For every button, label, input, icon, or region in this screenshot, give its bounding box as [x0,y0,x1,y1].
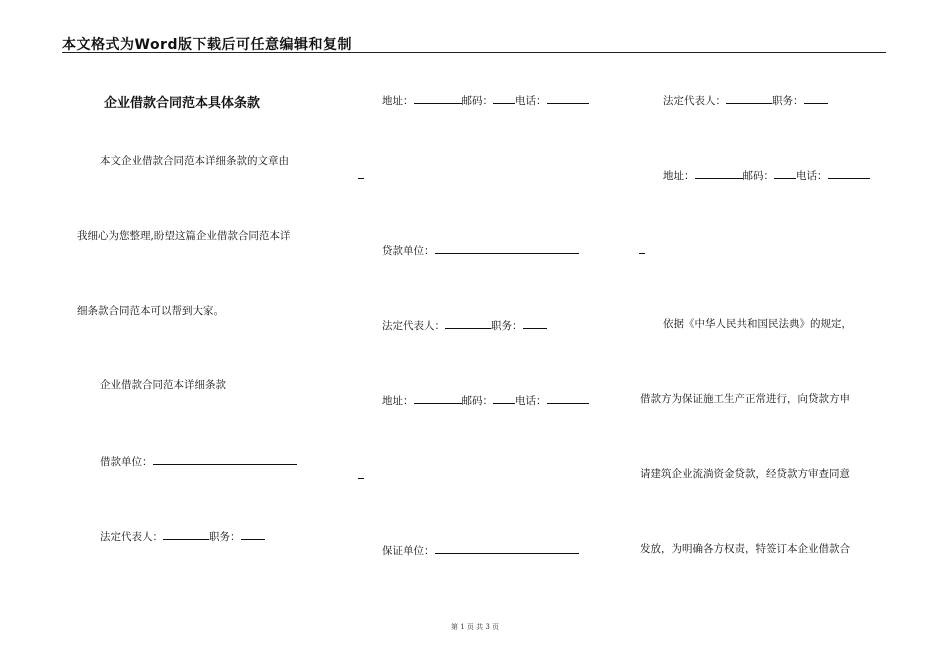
intro-line-3: 细条款合同范本可以帮到大家。 [77,305,224,317]
margin-mark [358,178,364,179]
address-label: 地址： [382,95,414,107]
address-blank[interactable] [695,167,743,179]
phone-label: 电话： [796,170,828,182]
position-label: 职务： [772,95,804,107]
body-paragraph-line-3: 请建筑企业流淌资金贷款，经贷款方审查同意 [640,468,850,480]
postcode-label: 邮码： [461,95,493,107]
position-blank[interactable] [523,317,547,329]
page-header-title: 本文格式为Word版下载后可任意编辑和复制 [62,37,352,53]
legal-rep-label: 法定代表人： [100,531,163,543]
lender-address-line [382,392,589,408]
postcode-blank[interactable] [774,167,796,179]
intro-line-1: 本文企业借款合同范本详细条款的文章由 [100,155,289,167]
lender-label: 贷款单位： [382,245,435,257]
guarantor-line [382,542,579,558]
phone-label: 电话： [515,95,547,107]
clauses-subtitle: 企业借款合同范本详细条款 [100,379,226,391]
lender-blank[interactable] [435,242,579,254]
header-rule [62,52,886,53]
position-label: 职务： [491,320,523,332]
position-blank[interactable] [804,92,828,104]
phone-blank[interactable] [547,392,589,404]
legal-rep-blank[interactable] [726,92,772,104]
address-blank[interactable] [414,392,462,404]
borrower-blank[interactable] [153,453,297,465]
address-label: 地址： [382,395,414,407]
postcode-blank[interactable] [493,392,515,404]
phone-label: 电话： [515,395,547,407]
guarantor-blank[interactable] [435,542,579,554]
margin-mark [358,478,364,479]
address-blank[interactable] [414,92,462,104]
postcode-label: 邮码： [742,170,774,182]
position-blank[interactable] [241,528,265,540]
borrower-line [100,453,297,469]
body-paragraph-line-1: 依据《中华人民共和国民法典》的规定， [663,318,852,330]
legal-rep-label: 法定代表人： [663,95,726,107]
guarantor-legal-rep-line [663,92,828,108]
phone-blank[interactable] [828,167,870,179]
phone-blank[interactable] [547,92,589,104]
intro-line-2: 我细心为您整理,盼望这篇企业借款合同范本详 [77,230,291,242]
legal-rep-blank[interactable] [163,528,209,540]
borrower-address-line [382,92,589,108]
body-paragraph-line-2: 借款方为保证施工生产正常进行，向贷款方申 [640,393,850,405]
postcode-blank[interactable] [493,92,515,104]
document-title: 企业借款合同范本具体条款 [104,96,261,111]
lender-line [382,242,579,258]
guarantor-label: 保证单位： [382,545,435,557]
guarantor-address-line [663,167,870,183]
position-label: 职务： [209,531,241,543]
legal-rep-blank[interactable] [445,317,491,329]
body-paragraph-line-4: 发放，为明确各方权责，特签订本企业借款合 [640,543,850,555]
margin-mark [639,253,645,254]
address-label: 地址： [663,170,695,182]
borrower-legal-rep-line [100,528,265,544]
postcode-label: 邮码： [461,395,493,407]
legal-rep-label: 法定代表人： [382,320,445,332]
borrower-label: 借款单位： [100,456,153,468]
page-footer: 第 1 页 共 3 页 [450,623,500,631]
lender-legal-rep-line [382,317,547,333]
